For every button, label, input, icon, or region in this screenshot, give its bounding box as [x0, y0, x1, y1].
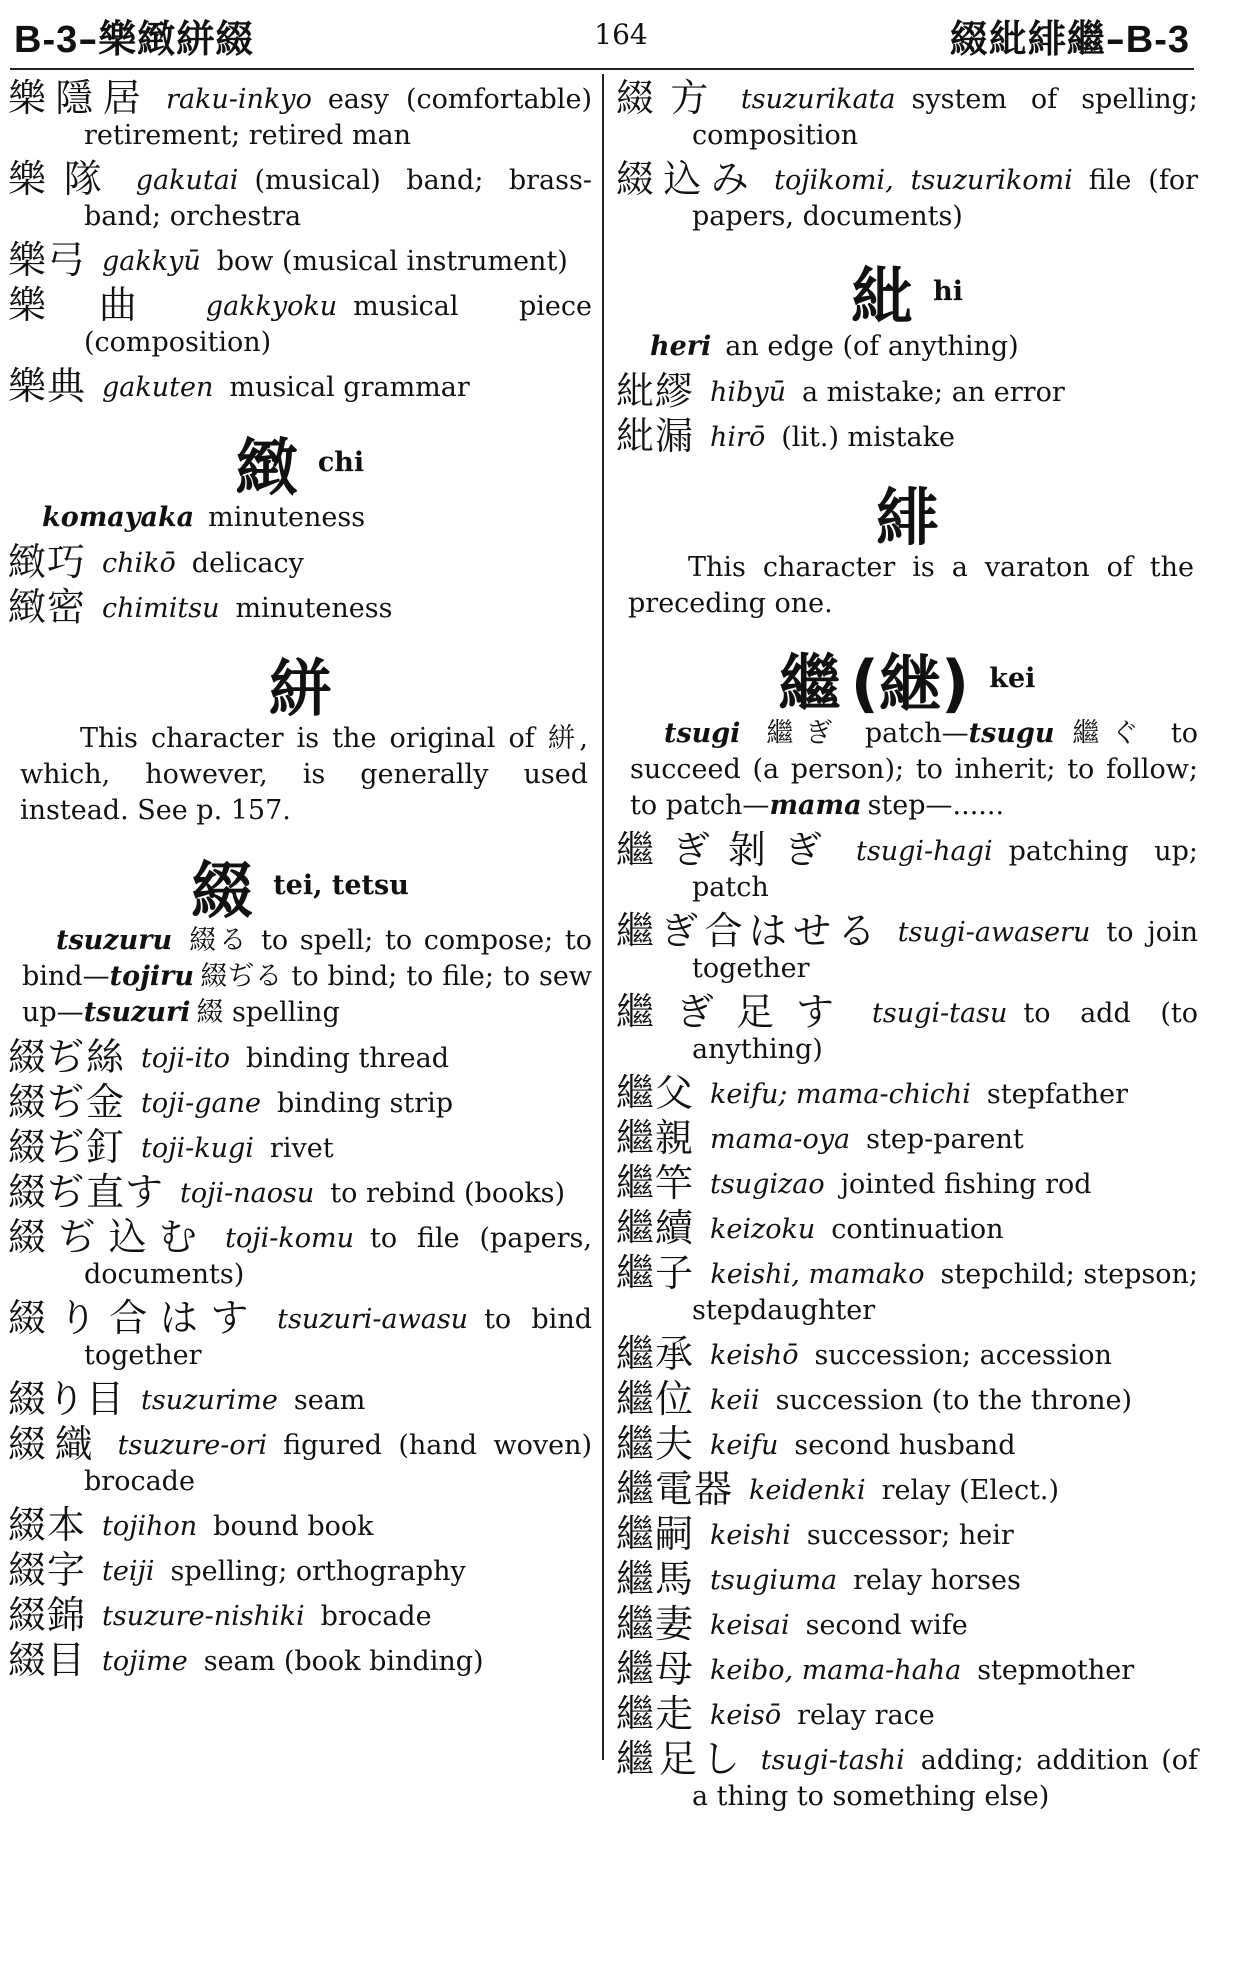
dictionary-entry [616, 76, 1198, 154]
entry-kanji: 綴錦 [8, 1593, 87, 1637]
entry-kanji: 紕漏 [616, 414, 695, 458]
header-right-characters: 綴紕緋繼 [949, 16, 1106, 61]
entry-romaji: tsuzure-ori [117, 1430, 268, 1461]
dictionary-entry [616, 1332, 1198, 1376]
dictionary-entry [616, 1692, 1198, 1736]
entry-definition: binding thread [246, 1043, 449, 1074]
dictionary-entry [616, 1206, 1198, 1250]
dictionary-entry [616, 1161, 1198, 1205]
entry-definition: succession; accession [814, 1340, 1112, 1371]
section-heading-kei [616, 634, 1198, 720]
entry-kanji: 繼ぎ合はせる [616, 909, 882, 953]
entry-romaji: gakutai [135, 165, 239, 196]
dictionary-entry [616, 828, 1198, 906]
dictionary-entry [8, 1377, 592, 1421]
entry-definition: spelling; orthography [170, 1556, 466, 1587]
entry-kanji: 綴込み [616, 157, 759, 201]
entry-romaji: keifu; mama-chichi [710, 1079, 971, 1110]
entry-kanji: 繼電器 [616, 1467, 734, 1511]
entry-romaji: toji-ito [141, 1043, 230, 1074]
heading-reading: tei, tetsu [273, 870, 409, 901]
section-heading-tei [8, 841, 592, 927]
kun-definition: to succeed (a person); to inherit; to follow; to patch— [630, 718, 1198, 821]
kun-kanji: 綴ぢる [199, 961, 283, 992]
entry-definition: stepfather [986, 1079, 1129, 1110]
entry-romaji: tsugiuma [710, 1565, 838, 1596]
dictionary-entry [616, 1116, 1198, 1160]
entry-group [616, 828, 1198, 1815]
entry-kanji: 繼嗣 [616, 1512, 695, 1556]
kun-reading-line [616, 716, 1198, 824]
entry-romaji: keidenki [749, 1475, 866, 1506]
header-left-characters: 樂緻絣綴 [98, 16, 255, 61]
kun-reading-line [616, 329, 1198, 365]
heading-character: 紕 [851, 260, 914, 333]
dictionary-entry [616, 1737, 1198, 1815]
kun-kanji: 綴る [186, 925, 250, 956]
entry-romaji: toji-naosu [180, 1178, 315, 1209]
entry-definition: figured (hand woven) brocade [84, 1430, 592, 1497]
heading-character: 綴 [191, 854, 254, 927]
dictionary-entry [616, 990, 1198, 1068]
entry-definition: bow (musical instrument) [216, 246, 568, 277]
entry-kanji: 綴本 [8, 1503, 87, 1547]
dictionary-entry [8, 1422, 592, 1500]
dictionary-entry [8, 540, 592, 584]
entry-kanji: 繼子 [616, 1251, 695, 1295]
entry-kanji: 繼母 [616, 1647, 695, 1691]
dictionary-entry [8, 1548, 592, 1592]
kun-reading: tsugi [664, 718, 741, 749]
entry-definition: stepchild; stepson; stepdaughter [692, 1259, 1198, 1326]
entry-definition: easy (comfortable) retirement; retired man [84, 84, 592, 151]
entry-definition: seam (book binding) [203, 1646, 484, 1677]
dictionary-entry [616, 909, 1198, 987]
entry-definition: second wife [805, 1610, 968, 1641]
kun-reading: tsuzuru [56, 925, 173, 956]
kun-definition: an edge (of anything) [725, 331, 1019, 362]
dictionary-entry [8, 76, 592, 154]
entry-romaji: keibo, mama-haha [710, 1655, 962, 1686]
entry-romaji: chikō [102, 548, 176, 579]
left-column [8, 76, 592, 1687]
header-right-section-code: B-3 [1125, 19, 1190, 61]
entry-romaji: tojihon [102, 1511, 198, 1542]
entry-romaji: toji-gane [141, 1088, 261, 1119]
entry-romaji: toji-kugi [141, 1133, 254, 1164]
entry-kanji: 綴ぢ直す [8, 1170, 165, 1214]
entry-romaji: tsuzure-nishiki [102, 1601, 305, 1632]
entry-definition: a mistake; an error [801, 377, 1065, 408]
entry-definition: adding; addition (of a thing to something else) [692, 1745, 1198, 1812]
entry-definition: binding strip [277, 1088, 454, 1119]
entry-group [8, 1035, 592, 1682]
entry-definition: to add (to anything) [692, 998, 1198, 1065]
note-paragraph: This character is a varaton of the preceding one. [628, 552, 1194, 619]
entry-kanji: 繼續 [616, 1206, 695, 1250]
right-column [616, 76, 1198, 1822]
entry-romaji: tsuzurikata [740, 84, 896, 115]
entry-romaji: tojikomi, tsuzurikomi [774, 165, 1073, 196]
kun-reading: tojiru [109, 961, 194, 992]
entry-definition: (lit.) mistake [781, 422, 955, 453]
dictionary-entry [8, 1296, 592, 1374]
entry-kanji: 繼妻 [616, 1602, 695, 1646]
entry-romaji: hirō [710, 422, 766, 453]
kun-reading: heri [650, 331, 712, 362]
dictionary-entry [616, 1557, 1198, 1601]
entry-definition: jointed fishing rod [840, 1169, 1092, 1200]
entry-kanji: 繼位 [616, 1377, 695, 1421]
entry-kanji: 緻巧 [8, 540, 87, 584]
dictionary-entry [616, 1422, 1198, 1466]
entry-romaji: tojime [102, 1646, 188, 1677]
entry-kanji: 綴字 [8, 1548, 87, 1592]
entry-definition: to file (papers, documents) [84, 1223, 592, 1290]
entry-romaji: gakkyoku [205, 291, 338, 322]
entry-romaji: tsugizao [710, 1169, 825, 1200]
header-rule [10, 68, 1194, 70]
note-paragraph [8, 721, 592, 829]
dictionary-entry [8, 1125, 592, 1169]
entry-kanji: 樂曲 [8, 283, 190, 327]
entry-group [8, 76, 592, 408]
kun-definition: patch— [864, 718, 969, 749]
dictionary-entry [8, 1170, 592, 1214]
entry-romaji: raku-inkyo [166, 84, 312, 115]
entry-romaji: keifu [710, 1430, 779, 1461]
kun-definition: minuteness [208, 502, 366, 533]
dictionary-entry [616, 157, 1198, 235]
kun-reading-line [8, 923, 592, 1031]
kun-reading-line [8, 500, 592, 536]
heading-reading: hi [933, 276, 963, 307]
heading-character: 緋 [875, 481, 938, 554]
entry-romaji: mama-oya [710, 1124, 851, 1155]
dictionary-entry [616, 369, 1198, 413]
entry-kanji: 綴り目 [8, 1377, 126, 1421]
entry-romaji: keisō [710, 1700, 782, 1731]
dictionary-entry [8, 238, 592, 282]
entry-definition: (musical) band; brass-band; orchestra [84, 165, 592, 232]
entry-romaji: hibyū [710, 377, 786, 408]
entry-romaji: toji-komu [225, 1223, 354, 1254]
page-number: 164 [594, 18, 648, 51]
entry-definition: system of spelling; composition [692, 84, 1198, 151]
dictionary-entry [616, 1512, 1198, 1556]
entry-definition: musical piece (composition) [84, 291, 592, 358]
entry-kanji: 樂隊 [8, 157, 120, 201]
kun-reading: komayaka [42, 502, 195, 533]
entry-definition: step-parent [866, 1124, 1024, 1155]
entry-kanji: 紕繆 [616, 369, 695, 413]
dictionary-entry [8, 1503, 592, 1547]
entry-definition: relay race [797, 1700, 935, 1731]
dictionary-entry [616, 414, 1198, 458]
dictionary-entry [8, 1593, 592, 1637]
entry-romaji: gakuten [102, 372, 214, 403]
dictionary-entry [8, 283, 592, 361]
entry-kanji: 綴ぢ絲 [8, 1035, 126, 1079]
kun-definition: spelling [232, 997, 340, 1028]
dictionary-entry [8, 585, 592, 629]
entry-kanji: 繼足し [616, 1737, 745, 1781]
entry-definition: to join together [692, 917, 1198, 984]
heading-reading: kei [989, 663, 1036, 694]
kun-kanji: 綴 [196, 997, 224, 1028]
entry-group [616, 76, 1198, 235]
entry-definition: succession (to the throne) [775, 1385, 1133, 1416]
kun-reading: mama [769, 790, 862, 821]
kun-kanji: 繼ぎ [754, 718, 845, 749]
section-heading-variant [616, 468, 1198, 554]
entry-kanji: 綴目 [8, 1638, 87, 1682]
entry-romaji: teiji [102, 1556, 155, 1587]
entry-romaji: keii [710, 1385, 760, 1416]
dictionary-entry [8, 1638, 592, 1682]
entry-definition: to rebind (books) [330, 1178, 566, 1209]
entry-romaji: tsugi-tasu [872, 998, 1008, 1029]
entry-kanji: 綴ぢ釘 [8, 1125, 126, 1169]
dictionary-entry [616, 1251, 1198, 1329]
dictionary-entry [616, 1647, 1198, 1691]
entry-romaji: keishō [710, 1340, 799, 1371]
note-kanji: 絣 [547, 723, 580, 754]
entry-kanji: 繼走 [616, 1692, 695, 1736]
entry-romaji: keisai [710, 1610, 790, 1641]
entry-kanji: 綴織 [8, 1422, 102, 1466]
header-right-separator: – [1105, 16, 1126, 61]
kun-reading: tsuzuri [83, 997, 191, 1028]
entry-kanji: 綴方 [616, 76, 725, 120]
kun-definition: step—...... [867, 790, 1005, 821]
entry-definition: successor; heir [806, 1520, 1014, 1551]
section-heading-hi [616, 247, 1198, 333]
entry-romaji: gakkyū [102, 246, 201, 277]
entry-romaji: keishi [710, 1520, 791, 1551]
entry-romaji: tsuzuri-awasu [277, 1304, 469, 1335]
heading-alternate-character: (継) [850, 647, 970, 720]
column-divider [602, 74, 604, 1760]
entry-definition: seam [293, 1385, 366, 1416]
entry-romaji: keizoku [710, 1214, 816, 1245]
entry-kanji: 綴ぢ金 [8, 1080, 126, 1124]
entry-kanji: 繼夫 [616, 1422, 695, 1466]
entry-kanji: 繼竿 [616, 1161, 695, 1205]
dictionary-entry [8, 1035, 592, 1079]
header-right-guide [950, 8, 1190, 63]
entry-romaji: tsugi-tashi [760, 1745, 905, 1776]
section-heading-hei [8, 639, 592, 725]
entry-definition: patching up; patch [692, 836, 1198, 903]
note-text: This character is the original of [80, 723, 548, 754]
entry-definition: to bind together [84, 1304, 592, 1371]
entry-definition: stepmother [977, 1655, 1135, 1686]
entry-kanji: 樂弓 [8, 238, 87, 282]
dictionary-entry [8, 157, 592, 235]
header-left-separator: – [78, 16, 99, 61]
entry-romaji: keishi, mamako [710, 1259, 925, 1290]
entry-romaji: chimitsu [102, 593, 220, 624]
dictionary-entry [616, 1467, 1198, 1511]
entry-kanji: 繼ぎ足す [616, 990, 857, 1034]
entry-definition: brocade [320, 1601, 432, 1632]
entry-definition: relay (Elect.) [881, 1475, 1060, 1506]
note-text: , which, however, is generally used instead. See p. 157. [20, 723, 589, 826]
dictionary-entry [8, 364, 592, 408]
kun-reading: tsugu [968, 718, 1055, 749]
section-heading-chi [8, 418, 592, 504]
kun-definition: to spell; to compose; to bind— [22, 925, 592, 992]
entry-definition: delicacy [191, 548, 304, 579]
kun-definition: to bind; to file; to sew up— [22, 961, 592, 1028]
entry-definition: second husband [794, 1430, 1016, 1461]
entry-kanji: 繼ぎ剝ぎ [616, 828, 841, 872]
entry-kanji: 繼父 [616, 1071, 695, 1115]
heading-character: 繼 [778, 647, 841, 720]
page-header [0, 0, 1242, 70]
dictionary-entry [616, 1377, 1198, 1421]
entry-kanji: 繼承 [616, 1332, 695, 1376]
entry-kanji: 繼親 [616, 1116, 695, 1160]
entry-romaji: tsugi-hagi [856, 836, 993, 867]
entry-kanji: 樂隱居 [8, 76, 151, 120]
entry-kanji: 綴ぢ込む [8, 1215, 210, 1259]
dictionary-entry [616, 1071, 1198, 1115]
entry-romaji: tsugi-awaseru [897, 917, 1091, 948]
heading-character: 緻 [235, 431, 298, 504]
entry-definition: continuation [831, 1214, 1004, 1245]
entry-kanji: 繼馬 [616, 1557, 695, 1601]
entry-group [8, 540, 592, 629]
dictionary-entry [8, 1080, 592, 1124]
entry-definition: rivet [269, 1133, 334, 1164]
entry-group [616, 369, 1198, 458]
kun-kanji: 繼ぐ [1060, 718, 1151, 749]
entry-definition: musical grammar [229, 372, 470, 403]
entry-definition: bound book [213, 1511, 374, 1542]
entry-definition: file (for papers, documents) [692, 165, 1198, 232]
entry-definition: relay horses [853, 1565, 1021, 1596]
dictionary-entry [616, 1602, 1198, 1646]
entry-kanji: 綴り合はす [8, 1296, 262, 1340]
header-left-section-code: B-3 [14, 19, 79, 61]
heading-reading: chi [317, 447, 365, 478]
entry-kanji: 緻密 [8, 585, 87, 629]
entry-kanji: 樂典 [8, 364, 87, 408]
dictionary-entry [8, 1215, 592, 1293]
heading-character: 絣 [268, 652, 331, 725]
entry-definition: minuteness [235, 593, 393, 624]
entry-romaji: tsuzurime [141, 1385, 278, 1416]
